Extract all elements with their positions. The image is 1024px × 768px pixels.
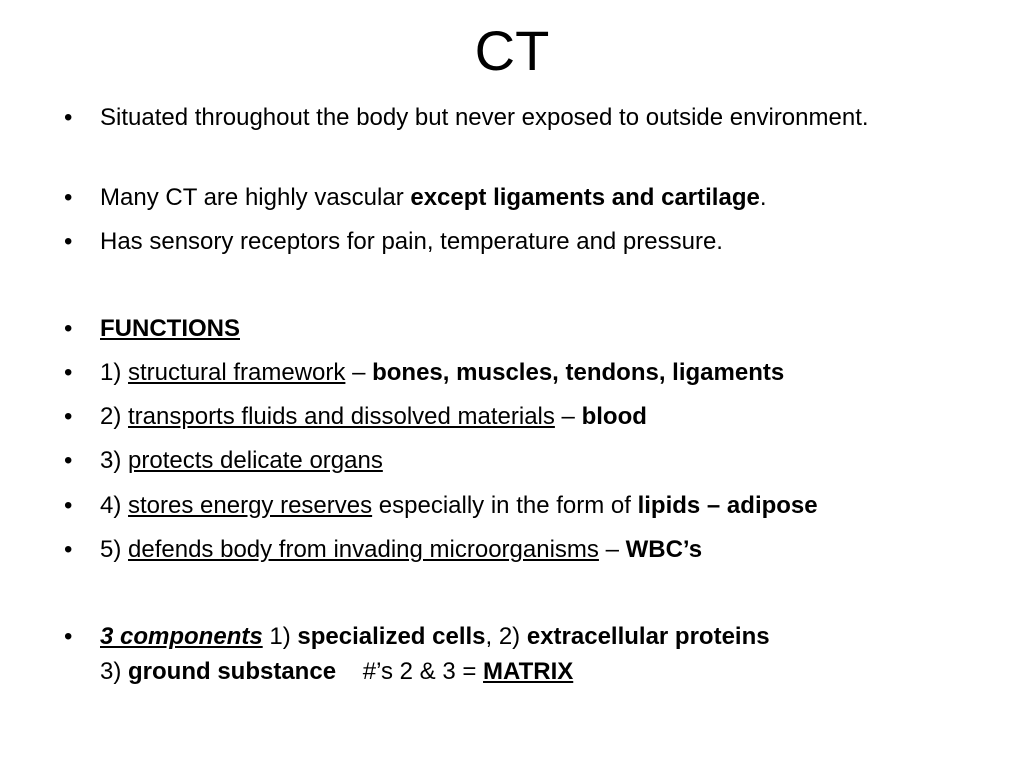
bullet-icon: • [64, 492, 73, 519]
bullet-text-prefix: Many CT are highly vascular [100, 184, 411, 211]
components-item [64, 619, 984, 689]
function-name: stores energy reserves [128, 492, 373, 519]
function-examples: blood [581, 403, 647, 430]
function-number: 5) [100, 536, 129, 563]
bullet-icon: • [64, 447, 73, 474]
functions-heading-item [64, 311, 984, 346]
function-number: 4) [100, 492, 129, 519]
matrix-note: #’s 2 & 3 = [336, 658, 484, 685]
bullet-icon: • [64, 359, 73, 386]
components-label: 3 components [100, 623, 263, 650]
bullet-text-suffix: . [759, 184, 767, 211]
function-item-2 [64, 399, 984, 434]
function-item-5 [64, 532, 984, 567]
bullet-text [100, 619, 984, 689]
function-separator: – [345, 359, 373, 386]
bullet-item [64, 224, 984, 259]
bullet-icon: • [64, 104, 73, 131]
bullet-text-bold: except ligaments and cartilage [410, 184, 760, 211]
bullet-text: Has sensory receptors for pain, temperature and pressure. [100, 228, 723, 255]
bullet-text [100, 488, 984, 523]
component-number: , 2) [485, 623, 527, 650]
bullet-icon: • [64, 184, 73, 211]
bullet-text [100, 180, 984, 215]
component-proteins: extracellular proteins [526, 623, 770, 650]
function-number: 3) [100, 447, 129, 474]
slide-title: CT [474, 19, 550, 82]
function-examples: lipids – adipose [637, 492, 818, 519]
component-ground-substance: ground substance [128, 658, 337, 685]
bullet-text: Situated throughout the body but never exposed to outside environment. [100, 104, 869, 131]
function-name: protects delicate organs [128, 447, 383, 474]
bullet-item [64, 180, 984, 215]
function-number: 1) [100, 359, 129, 386]
function-name: defends body from invading microorganisms [128, 536, 599, 563]
function-examples: bones, muscles, tendons, ligaments [372, 359, 785, 386]
function-separator: – [598, 536, 626, 563]
function-name: structural framework [128, 359, 346, 386]
function-item-4 [64, 488, 984, 523]
bullet-icon: • [64, 315, 73, 342]
bullet-icon: • [64, 623, 73, 650]
function-name: transports fluids and dissolved materials [128, 403, 555, 430]
bullet-text [100, 355, 984, 390]
bullet-text [100, 532, 984, 567]
component-number: 1) [262, 623, 298, 650]
function-examples: WBC’s [625, 536, 703, 563]
function-mid-text: especially in the form of [372, 492, 638, 519]
bullet-icon: • [64, 403, 73, 430]
bullet-item [64, 100, 984, 135]
component-number: 3) [100, 658, 129, 685]
bullet-icon: • [64, 536, 73, 563]
matrix-label: MATRIX [483, 658, 574, 685]
function-item-3 [64, 443, 984, 478]
function-item-1 [64, 355, 984, 390]
component-cells: specialized cells [297, 623, 486, 650]
function-number: 2) [100, 403, 129, 430]
bullet-icon: • [64, 228, 73, 255]
function-separator: – [554, 403, 582, 430]
functions-heading: FUNCTIONS [100, 315, 240, 342]
bullet-text [100, 443, 984, 478]
bullet-text [100, 399, 984, 434]
